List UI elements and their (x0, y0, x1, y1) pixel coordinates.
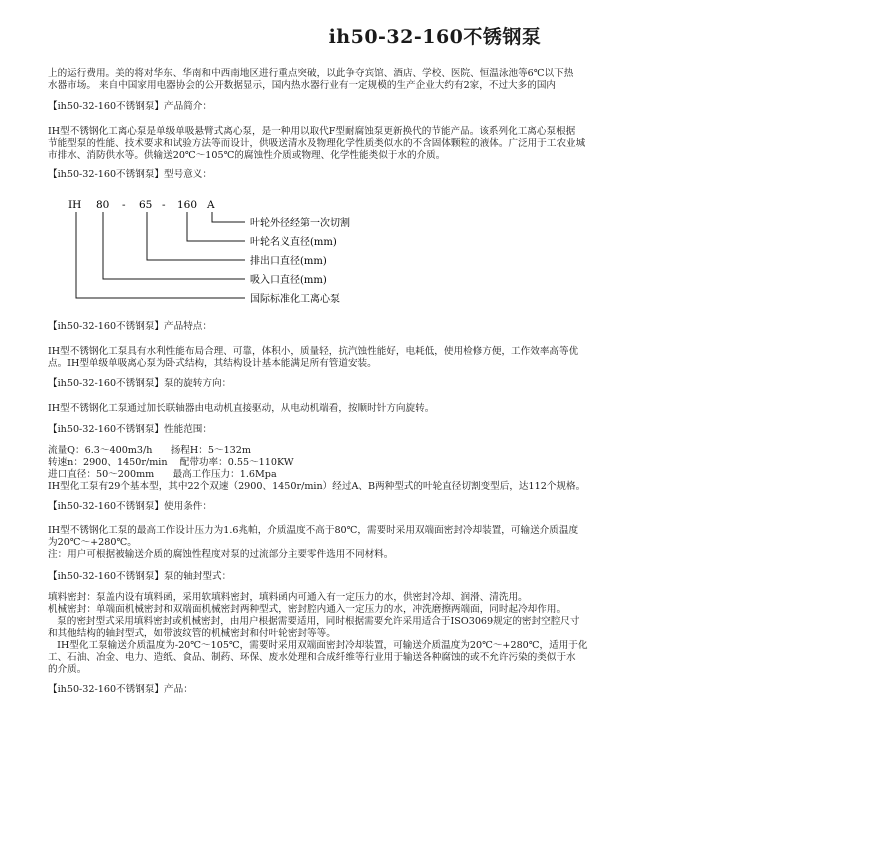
text-line: 水器市场。 来自中国家用电器协会的公开数据显示，国内热水器行业有一定规模的生产企业大约有2家，不过大多的国内 (48, 80, 557, 91)
model-code-cut: A (207, 199, 215, 211)
leader-line-cut (212, 212, 245, 222)
text-line: IH型不锈钢化工泵具有水利性能布局合理、可靠，体积小，质量轻，抗汽蚀性能好，电耗低，使用检修方便，工作效率高等优 (48, 346, 579, 357)
text-line: 工、石油、冶金、电力、造纸、食品、制药、环保、废水处理和合成纤维等行业用于输送各种腐蚀的或不允许污染的类似于水 (48, 652, 576, 663)
text-line: 上的运行费用。美的将对华东、华南和中西南地区进行重点突破，以此争夺宾馆、酒店、学校、医院、恒温泳池等6℃以下热 (48, 68, 574, 79)
conditions-body (48, 525, 826, 561)
model-code-impeller: 160 (177, 199, 198, 211)
model-label-cut: 叶轮外径经第一次切割 (250, 218, 350, 229)
text-line: IH型不锈钢化工泵通过加长联轴器由电动机直接驱动，从电动机端看，按顺时针方向旋转。 (48, 403, 435, 414)
text-line: 进口直径：50～200mm 最高工作压力：1.6Mpa (48, 469, 277, 480)
intro-paragraph (48, 68, 826, 92)
leader-line-outlet (147, 212, 245, 260)
section-heading-rotation: 【ih50-32-160不锈钢泵】泵的旋转方向： (48, 378, 232, 389)
model-code-dash: - (162, 199, 166, 211)
model-code-dash: - (122, 199, 126, 211)
rotation-body (48, 403, 826, 415)
seal-body (48, 592, 826, 676)
model-code-outlet: 65 (139, 199, 153, 211)
model-code-ih: IH (68, 199, 82, 211)
text-line: 市排水、消防供水等。供输送20℃～105℃的腐蚀性介质或物理、化学性能类似于水的介质。 (48, 150, 446, 161)
model-label-inlet: 吸入口直径(mm) (250, 275, 327, 286)
document-title: ih50-32-160不锈钢泵 (328, 26, 542, 48)
leader-line-impeller (187, 212, 245, 241)
text-line: IH型化工泵输送介质温度为-20℃～105℃，需要时采用双端面密封冷却装置，可输送介质温度为20℃～+280℃，适用于化 (48, 640, 588, 651)
section-heading-range: 【ih50-32-160不锈钢泵】性能范围： (48, 424, 212, 435)
leader-line-ih (76, 212, 245, 298)
text-line: 点。IH型单级单吸离心泵为卧式结构，其结构设计基本能满足所有管道安装。 (48, 358, 377, 369)
section-heading-intro: 【ih50-32-160不锈钢泵】产品简介： (48, 101, 212, 112)
text-line: 转速n：2900、1450r/min 配带功率：0.55～110KW (48, 457, 294, 468)
text-line: IH型不锈钢化工离心泵是单级单吸悬臂式离心泵，是一种用以取代F型耐腐蚀泵更新换代的节能产品。该系列化工离心泵根据 (48, 126, 576, 137)
text-line: 节能型泵的性能、技术要求和试验方法等而设计，供吸送清水及物理化学性质类似水的不含固体颗粒的液体。广泛用于工农业城 (48, 138, 586, 149)
section-heading-product: 【ih50-32-160不锈钢泵】产品： (48, 684, 193, 695)
text-line: 机械密封：单端面机械密封和双端面机械密封两种型式，密封腔内通入一定压力的水，冲洗磨擦两端面，同时起冷却作用。 (48, 604, 567, 615)
section-heading-model: 【ih50-32-160不锈钢泵】型号意义： (48, 169, 212, 180)
text-line: 填料密封：泵盖内设有填料函，采用软填料密封，填料函内可通入有一定压力的水，供密封冷却、润滑、清洗用。 (48, 592, 528, 603)
text-line: 和其他结构的轴封型式，如带波纹管的机械密封和付叶轮密封等等。 (48, 628, 336, 639)
model-label-impeller: 叶轮名义直径(mm) (250, 237, 337, 248)
text-line: 的介质。 (48, 664, 87, 675)
text-line: IH型化工泵有29个基本型，其中22个双速（2900、1450r/min）经过A、B两种型式的叶轮直径切割变型后，达112个规格。 (48, 481, 586, 492)
model-code-diagram (60, 196, 440, 312)
model-code-inlet: 80 (96, 199, 110, 211)
section-heading-conditions: 【ih50-32-160不锈钢泵】使用条件： (48, 501, 212, 512)
model-label-ih: 国际标准化工离心泵 (250, 294, 340, 305)
text-line: 泵的密封型式采用填料密封或机械密封，由用户根据需要适用，同时根据需要允许采用适合于ISO3069规定的密封空腔尺寸 (48, 616, 580, 627)
text-line: 为20℃～+280℃。 (48, 537, 137, 548)
range-body (48, 445, 826, 493)
section-heading-seal: 【ih50-32-160不锈钢泵】泵的轴封型式： (48, 571, 232, 582)
text-line: IH型不锈钢化工泵的最高工作设计压力为1.6兆帕，介质温度不高于80℃，需要时采用双端面密封冷却装置，可输送介质温度 (48, 525, 579, 536)
intro-body (48, 126, 826, 162)
features-body (48, 346, 826, 370)
model-label-outlet: 排出口直径(mm) (250, 256, 327, 267)
section-heading-features: 【ih50-32-160不锈钢泵】产品特点： (48, 321, 212, 332)
text-line: 注：用户可根据被输送介质的腐蚀性程度对泵的过流部分主要零件选用不同材料。 (48, 549, 394, 560)
text-line: 流量Q：6.3～400m3/h 扬程H：5～132m (48, 445, 251, 456)
